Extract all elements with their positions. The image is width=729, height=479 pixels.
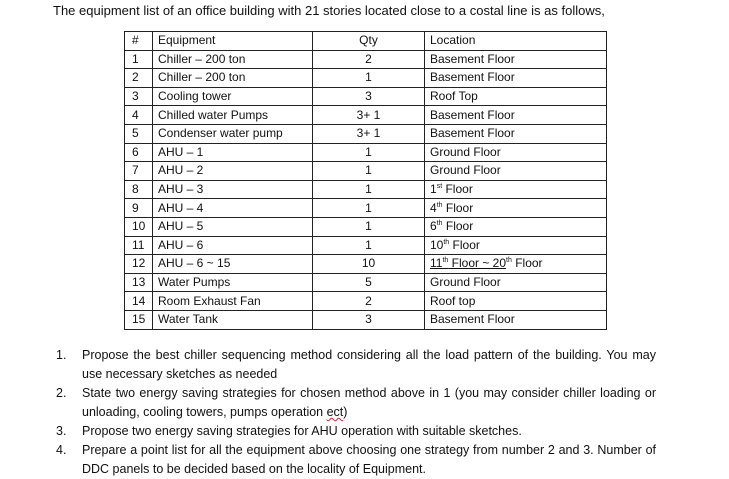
- location-text: Floor: [442, 200, 474, 215]
- row-number: 12: [125, 255, 153, 274]
- row-number: 2: [125, 69, 153, 88]
- equipment-location: [425, 199, 607, 218]
- equipment-name: Water Tank: [153, 310, 313, 329]
- equipment-location: Ground Floor: [425, 273, 607, 292]
- equipment-location: Ground Floor: [425, 143, 607, 162]
- equipment-qty: 1: [313, 162, 425, 181]
- equipment-name: AHU – 3: [153, 180, 313, 199]
- row-number: 1: [125, 50, 153, 69]
- equipment-name: Chiller – 200 ton: [153, 69, 313, 88]
- location-text: Floor ~ 20: [448, 256, 507, 271]
- table-row: [125, 124, 607, 143]
- equipment-qty: 1: [313, 236, 425, 255]
- table-row: [125, 236, 607, 255]
- question-text: Propose the best chiller sequencing method considering all the load pattern of the building. You may use necessary sketches as needed: [82, 348, 656, 381]
- table-row: [125, 106, 607, 125]
- question-number: 2.: [56, 386, 67, 400]
- table-row: [125, 199, 607, 218]
- ordinal-suffix: th: [436, 220, 443, 228]
- row-number: 3: [125, 87, 153, 106]
- table-row: [125, 273, 607, 292]
- equipment-location: Basement Floor: [425, 69, 607, 88]
- row-number: 10: [125, 217, 153, 236]
- question-number: 3.: [56, 424, 67, 438]
- ordinal-suffix: st: [436, 183, 443, 191]
- ordinal-suffix: th: [506, 257, 512, 265]
- equipment-name: Water Pumps: [153, 273, 313, 292]
- location-range-start: [430, 256, 506, 270]
- equipment-location: [425, 217, 607, 236]
- location-floor-number: 11: [430, 256, 443, 271]
- equipment-location: [425, 180, 607, 199]
- table-row: [125, 180, 607, 199]
- question-number: 4.: [56, 443, 67, 457]
- row-number: 6: [125, 143, 153, 162]
- equipment-name: Cooling tower: [153, 87, 313, 106]
- header-equipment: Equipment: [153, 32, 313, 51]
- table-row: [125, 255, 607, 274]
- equipment-qty: 2: [313, 50, 425, 69]
- equipment-qty: 1: [313, 143, 425, 162]
- location-text: Floor: [511, 256, 543, 271]
- ordinal-suffix: th: [443, 238, 450, 246]
- equipment-location: Basement Floor: [425, 50, 607, 69]
- equipment-name: AHU – 1: [153, 143, 313, 162]
- header-qty: Qty: [313, 32, 425, 51]
- equipment-location: Ground Floor: [425, 162, 607, 181]
- equipment-qty: 5: [313, 273, 425, 292]
- equipment-name: Chiller – 200 ton: [153, 50, 313, 69]
- table-row: [125, 143, 607, 162]
- location-floor-number: 6: [430, 219, 437, 234]
- ordinal-suffix: th: [436, 201, 443, 209]
- equipment-qty: 3+ 1: [313, 106, 425, 125]
- question-item: [54, 441, 656, 479]
- row-number: 4: [125, 106, 153, 125]
- intro-text: The equipment list of an office building with 21 stories located close to a costal line is as follows,: [53, 3, 605, 18]
- ordinal-suffix: th: [442, 257, 449, 265]
- question-number: 1.: [56, 348, 67, 362]
- equipment-name: AHU – 6 ~ 15: [153, 255, 313, 274]
- question-item: [54, 384, 656, 422]
- equipment-name: Chilled water Pumps: [153, 106, 313, 125]
- row-number: 7: [125, 162, 153, 181]
- equipment-name: Room Exhaust Fan: [153, 292, 313, 311]
- question-item: [54, 422, 656, 441]
- table-row: [125, 292, 607, 311]
- row-number: 9: [125, 199, 153, 218]
- row-number: 5: [125, 124, 153, 143]
- equipment-name: AHU – 4: [153, 199, 313, 218]
- equipment-name: AHU – 2: [153, 162, 313, 181]
- equipment-location: Roof top: [425, 292, 607, 311]
- equipment-name: Condenser water pump: [153, 124, 313, 143]
- equipment-qty: 3: [313, 87, 425, 106]
- equipment-name: AHU – 5: [153, 217, 313, 236]
- table-row: [125, 217, 607, 236]
- table-row: [125, 162, 607, 181]
- location-text: Floor: [449, 237, 480, 252]
- row-number: 14: [125, 292, 153, 311]
- equipment-qty: 1: [313, 180, 425, 199]
- equipment-location: [425, 236, 607, 255]
- question-text-after: ): [343, 405, 348, 419]
- equipment-name: AHU – 6: [153, 236, 313, 255]
- question-text: Prepare a point list for all the equipment above choosing one strategy from number 2 and 3. Number of DDC panels to be decided based on the locality of Equipment.: [82, 443, 656, 476]
- location-text: Floor: [442, 219, 474, 234]
- row-number: 8: [125, 180, 153, 199]
- row-number: 11: [125, 236, 153, 255]
- header-number: #: [125, 32, 153, 51]
- location-floor-number: 1: [430, 182, 437, 197]
- question-text-before: State two energy saving strategies for chosen method above in 1 (you may consider chiller loading or unloading, cooling towers, pumps operation: [82, 386, 656, 419]
- equipment-location: Basement Floor: [425, 124, 607, 143]
- equipment-qty: 2: [313, 292, 425, 311]
- spellcheck-word: ect: [326, 405, 344, 419]
- equipment-location: Basement Floor: [425, 106, 607, 125]
- equipment-qty: 1: [313, 69, 425, 88]
- equipment-qty: 3: [313, 310, 425, 329]
- equipment-location: Roof Top: [425, 87, 607, 106]
- question-item: [54, 346, 656, 384]
- equipment-qty: 10: [313, 255, 425, 274]
- header-location: Location: [425, 32, 607, 51]
- location-floor-number: 4: [430, 200, 437, 215]
- equipment-location: [425, 255, 607, 274]
- location-text: Floor: [442, 182, 473, 197]
- table-row: [125, 87, 607, 106]
- row-number: 13: [125, 273, 153, 292]
- question-text: Propose two energy saving strategies for AHU operation with suitable sketches.: [82, 424, 522, 438]
- equipment-table: [124, 31, 607, 330]
- equipment-qty: 1: [313, 217, 425, 236]
- row-number: 15: [125, 310, 153, 329]
- equipment-location: Basement Floor: [425, 310, 607, 329]
- table-row: [125, 50, 607, 69]
- table-header-row: [125, 32, 607, 51]
- table-row: [125, 69, 607, 88]
- equipment-qty: 3+ 1: [313, 124, 425, 143]
- equipment-qty: 1: [313, 199, 425, 218]
- table-row: [125, 310, 607, 329]
- question-list: [54, 346, 656, 479]
- location-floor-number: 10: [430, 237, 444, 252]
